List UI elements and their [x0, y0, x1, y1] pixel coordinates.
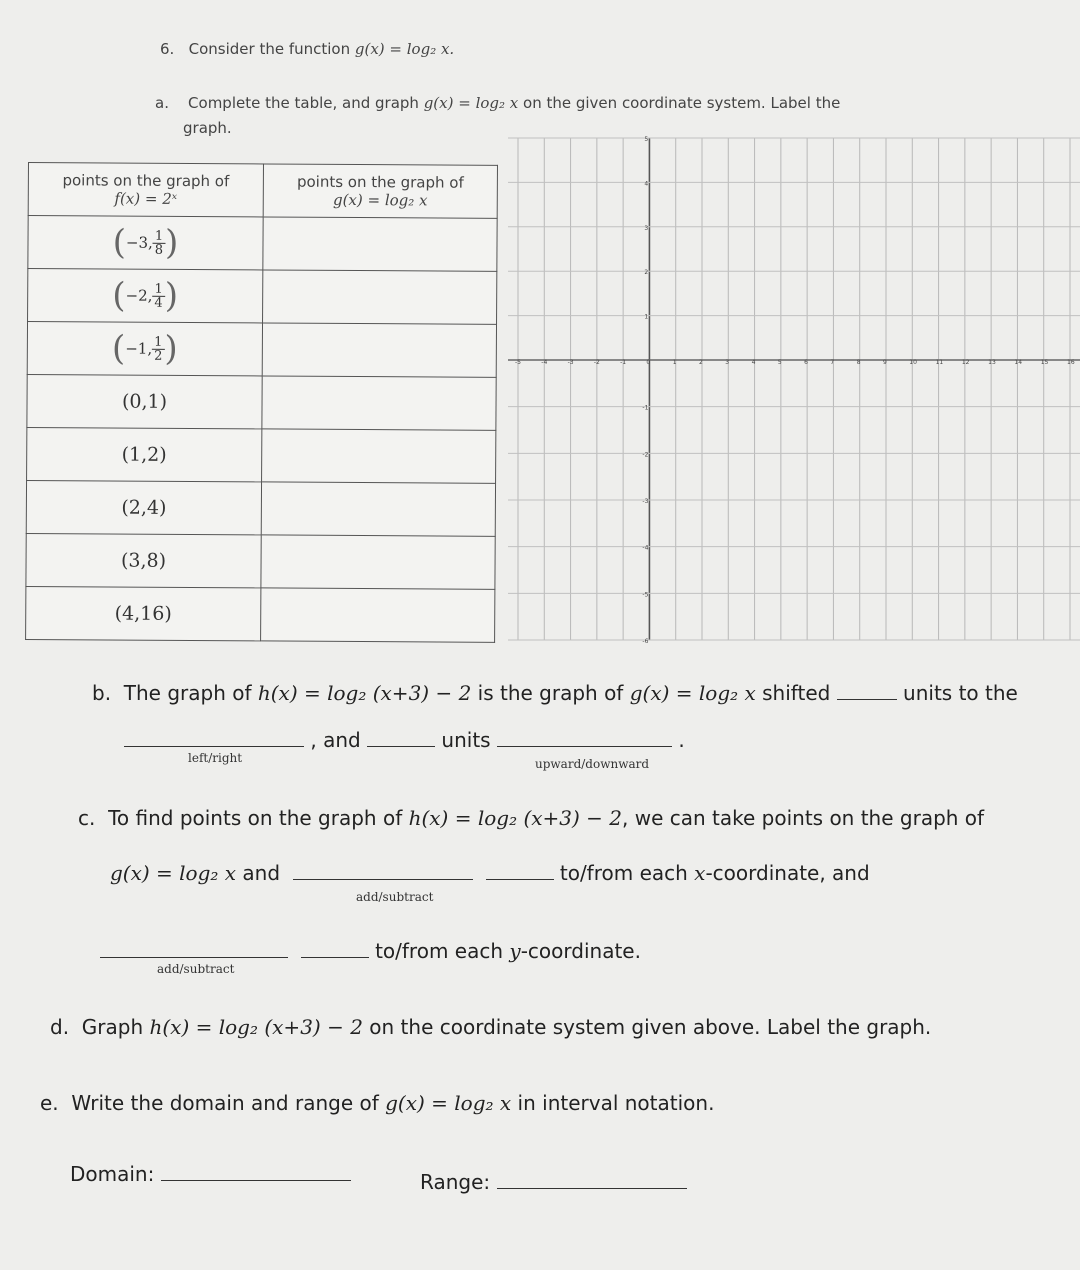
f-point-text: (4,16) [114, 602, 172, 625]
part-c-h-function: h(x) = log₂ (x+3) − 2 [408, 806, 623, 830]
x-tick-label: 15 [1040, 359, 1049, 366]
y-tick-label: -4 [642, 544, 649, 552]
fraction-denominator: 2 [154, 348, 163, 364]
x-tick-label: 13 [988, 359, 996, 366]
y-tick-label: 2 [644, 269, 649, 277]
table-row [28, 269, 497, 325]
g-point-cell[interactable] [262, 323, 496, 377]
hint-left-right: left/right [188, 751, 243, 765]
f-point-y-fraction [152, 335, 164, 362]
x-tick-label: -4 [541, 359, 548, 366]
part-d-line [50, 1015, 931, 1039]
shift-units-horizontal-blank[interactable] [837, 699, 897, 700]
y-tick-label: -5 [642, 591, 649, 599]
x-tick-label: 7 [830, 359, 835, 366]
part-b-period: . [678, 728, 685, 752]
upward-downward-blank[interactable] [497, 746, 672, 747]
table-row [28, 216, 497, 272]
problem-intro: Consider the function [188, 40, 351, 58]
table-row [26, 533, 495, 589]
x-tick-label: -3 [567, 359, 574, 366]
part-b-line-1 [92, 681, 1018, 705]
x-tick-label: 12 [961, 359, 970, 366]
g-point-cell[interactable] [262, 429, 496, 483]
part-e-line [40, 1091, 714, 1115]
x-tick-label: 10 [909, 359, 917, 366]
domain-row [70, 1162, 351, 1186]
header-f-label: points on the graph of [62, 171, 230, 191]
part-c-line-3 [100, 939, 641, 963]
y-tick-label: -2 [642, 451, 649, 459]
x-tick-label: -2 [593, 359, 600, 366]
range-blank[interactable] [497, 1188, 687, 1189]
x-tick-label: 8 [856, 359, 861, 366]
part-c-text-7: -coordinate. [520, 939, 641, 963]
header-f-function: f(x) = 2ˣ [114, 189, 178, 208]
y-amount-blank[interactable] [301, 957, 369, 958]
x-tick-label: 9 [883, 359, 887, 366]
f-point-cell [28, 269, 263, 323]
f-point-x: −1, [125, 339, 153, 358]
x-tick-label: 11 [935, 359, 944, 366]
x-tick-label: 0 [646, 359, 651, 366]
table-row [27, 427, 496, 483]
range-label: Range: [420, 1170, 491, 1194]
part-c-x-var: x [694, 861, 706, 885]
y-tick-label: -3 [642, 498, 649, 505]
f-point-text: (1,2) [121, 443, 167, 466]
header-f-points [28, 163, 263, 217]
g-point-cell[interactable] [261, 588, 495, 642]
x-tick-label: -1 [620, 359, 627, 366]
f-point-x: −2, [125, 286, 153, 305]
part-b-text-5: , and [310, 728, 361, 752]
table-row [27, 322, 496, 378]
table-row [26, 480, 495, 536]
hint-add-subtract-1: add/subtract [356, 890, 434, 904]
part-b-line-2 [124, 728, 685, 752]
f-point-cell [26, 586, 261, 640]
part-c-line-1 [78, 806, 984, 830]
part-a-letter: a. [155, 94, 169, 112]
part-c-letter: c. [78, 806, 96, 830]
header-g-function: g(x) = log₂ x [332, 190, 428, 210]
part-d-h-function: h(x) = log₂ (x+3) − 2 [149, 1015, 363, 1039]
part-c-text-1: To find points on the graph of [108, 806, 403, 830]
part-c-text-2: , we can take points on the graph of [622, 806, 985, 830]
table-header-row [28, 163, 497, 219]
part-b-letter: b. [92, 681, 112, 705]
part-b-g-function: g(x) = log₂ x [629, 681, 756, 705]
part-c-text-6: to/from each [375, 939, 504, 963]
g-point-cell[interactable] [263, 217, 497, 271]
open-paren: ( [112, 275, 126, 316]
part-c-text-5: -coordinate, and [705, 861, 870, 885]
x-tick-label: 4 [751, 359, 756, 366]
part-b-h-function: h(x) = log₂ (x+3) − 2 [257, 681, 472, 705]
part-a-line-1 [155, 94, 840, 112]
y-tick-label: -6 [642, 638, 649, 645]
part-a-text-2: on the given coordinate system. Label the [523, 94, 841, 112]
f-point-cell [27, 374, 262, 428]
f-point-text: (0,1) [121, 390, 168, 413]
close-paren: ) [164, 328, 178, 369]
problem-function: g(x) = log₂ x. [354, 40, 455, 58]
part-e-text-2: in interval notation. [517, 1091, 715, 1115]
part-a-text-1: Complete the table, and graph [188, 94, 419, 112]
x-amount-blank[interactable] [486, 879, 554, 880]
open-paren: ( [111, 328, 126, 369]
left-right-blank[interactable] [124, 746, 304, 747]
f-point-y-fraction [152, 282, 164, 309]
part-c-line-2 [110, 861, 870, 885]
close-paren: ) [164, 222, 179, 263]
part-e-letter: e. [40, 1091, 59, 1115]
domain-label: Domain: [70, 1162, 155, 1186]
x-tick-label: 16 [1067, 359, 1075, 366]
range-row [420, 1170, 687, 1194]
fraction-denominator: 8 [154, 242, 164, 258]
g-point-cell[interactable] [261, 535, 495, 589]
hint-add-subtract-2: add/subtract [157, 962, 235, 976]
fraction-numerator: 1 [154, 228, 164, 244]
coordinate-grid[interactable] [508, 128, 1080, 650]
g-point-cell[interactable] [262, 376, 496, 430]
grid-svg[interactable] [508, 128, 1080, 650]
add-subtract-y-blank[interactable] [100, 957, 288, 958]
f-point-text: (3,8) [120, 549, 167, 572]
g-point-cell[interactable] [263, 270, 497, 324]
shift-units-vertical-blank[interactable] [367, 746, 435, 747]
part-b-text-6: units [441, 728, 491, 752]
table-row [26, 586, 495, 642]
x-tick-label: 6 [804, 359, 808, 366]
header-g-points [263, 164, 497, 218]
part-d-text-2: on the coordinate system given above. Label the graph. [369, 1015, 932, 1039]
x-tick-label: 14 [1014, 359, 1023, 366]
part-c-g-function: g(x) = log₂ x [110, 861, 237, 885]
part-b-text-4: units to the [903, 681, 1018, 705]
y-tick-label: 5 [644, 136, 649, 143]
part-a-function: g(x) = log₂ x [423, 94, 519, 112]
x-tick-label: 5 [777, 359, 782, 366]
y-tick-label: 1 [644, 313, 649, 321]
part-c-y-var: y [509, 939, 521, 963]
y-tick-label: 3 [644, 224, 649, 232]
x-tick-label: -5 [515, 359, 521, 366]
part-b-text-1: The graph of [123, 681, 252, 705]
fraction-denominator: 4 [154, 295, 163, 311]
part-a-text-3: graph. [183, 119, 232, 137]
part-b-text-3: shifted [762, 681, 831, 705]
y-tick-label: -1 [642, 404, 649, 412]
g-point-cell[interactable] [261, 482, 495, 536]
close-paren: ) [164, 275, 179, 316]
part-d-letter: d. [50, 1015, 70, 1039]
f-point-text: (2,4) [121, 496, 167, 519]
f-point-x: −3, [125, 233, 153, 252]
fraction-numerator: 1 [154, 334, 163, 350]
f-point-y-fraction [153, 229, 165, 256]
f-point-cell [28, 216, 263, 270]
f-point-cell [26, 533, 261, 587]
fraction-numerator: 1 [154, 281, 163, 297]
part-e-text-1: Write the domain and range of [71, 1091, 379, 1115]
f-point-cell [26, 480, 261, 534]
part-c-text-4: to/from each [559, 861, 688, 885]
add-subtract-x-blank[interactable] [293, 879, 473, 880]
domain-blank[interactable] [161, 1180, 351, 1181]
open-paren: ( [112, 222, 127, 263]
header-g-label: points on the graph of [296, 172, 464, 192]
table-row [27, 374, 496, 430]
x-tick-label: 3 [725, 359, 730, 366]
x-tick-label: 1 [672, 359, 677, 366]
problem-header [160, 40, 454, 58]
part-b-text-2: is the graph of [477, 681, 624, 705]
hint-upward-downward: upward/downward [535, 757, 650, 771]
part-d-text-1: Graph [81, 1015, 144, 1039]
part-e-g-function: g(x) = log₂ x [385, 1091, 512, 1115]
part-c-text-3: and [242, 861, 281, 885]
points-table [25, 162, 498, 643]
f-point-cell [27, 322, 262, 376]
y-tick-label: 4 [644, 180, 649, 188]
x-tick-label: 2 [699, 359, 703, 366]
problem-number: 6. [160, 40, 175, 58]
f-point-cell [27, 427, 262, 481]
